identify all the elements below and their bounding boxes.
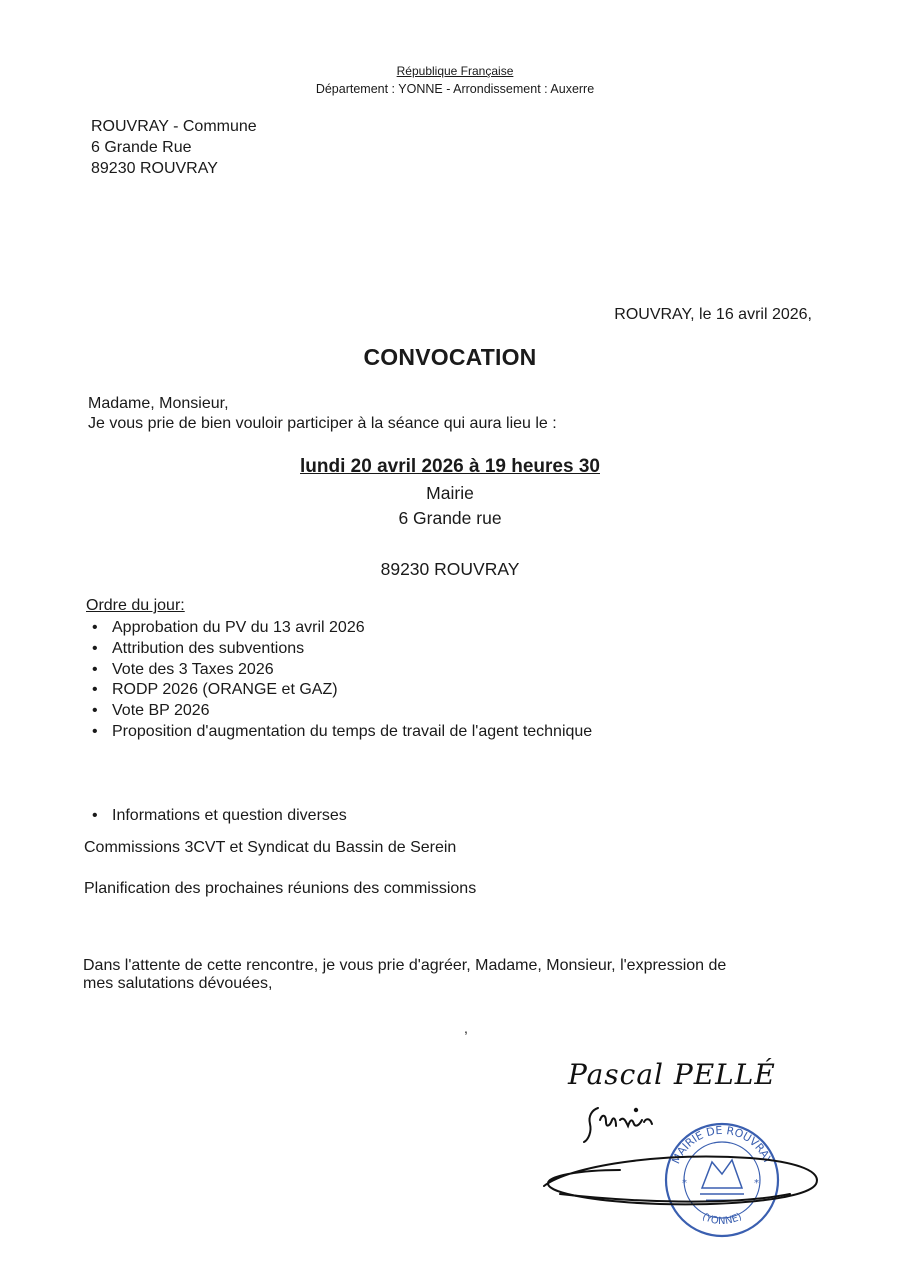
letter-date: ROUVRAY, le 16 avril 2026, bbox=[614, 306, 812, 323]
agenda-title: Ordre du jour: bbox=[86, 597, 185, 614]
agenda-item: • Vote BP 2026 bbox=[90, 701, 592, 722]
sender-name: ROUVRAY - Commune bbox=[91, 118, 257, 135]
agenda-item: • Approbation du PV du 13 avril 2026 bbox=[90, 618, 592, 639]
stray-comma: , bbox=[464, 1020, 468, 1036]
sender-city: 89230 ROUVRAY bbox=[91, 160, 218, 177]
invitation-text: Je vous prie de bien vouloir participer à la séance qui aura lieu le : bbox=[88, 415, 557, 432]
salutation: Madame, Monsieur, bbox=[88, 395, 229, 412]
agenda-item: • Attribution des subventions bbox=[90, 639, 592, 660]
agenda-item: • RODP 2026 (ORANGE et GAZ) bbox=[90, 680, 592, 701]
svg-text:*: * bbox=[754, 1178, 759, 1189]
closing-line-1: Dans l'attente de cette rencontre, je vous prie d'agréer, Madame, Monsieur, l'expression de bbox=[83, 957, 727, 974]
stamp bbox=[666, 1124, 778, 1236]
agenda-list bbox=[90, 618, 592, 743]
header-department: Département : YONNE - Arrondissement : Auxerre bbox=[315, 82, 595, 96]
agenda-item-info: • Informations et question diverses bbox=[90, 807, 347, 825]
agenda-planning: Planification des prochaines réunions des commissions bbox=[84, 880, 477, 897]
closing-line-2: mes salutations dévouées, bbox=[83, 975, 273, 992]
signature-role-handwriting bbox=[584, 1108, 652, 1142]
page-title: CONVOCATION bbox=[363, 344, 537, 370]
agenda-commissions: Commissions 3CVT et Syndicat du Bassin de Serein bbox=[84, 839, 457, 856]
meeting-datetime: lundi 20 avril 2026 à 19 heures 30 bbox=[300, 456, 600, 477]
agenda-item: • Vote des 3 Taxes 2026 bbox=[90, 660, 592, 681]
stamp-top-text: MAIRIE DE ROUVRAY bbox=[669, 1123, 775, 1166]
signature-and-stamp bbox=[540, 1090, 830, 1250]
signature-name: Pascal PELLÉ bbox=[568, 1058, 776, 1091]
meeting-city: 89230 ROUVRAY bbox=[380, 559, 520, 579]
stamp-bottom-text: (YONNE) bbox=[700, 1211, 744, 1228]
sender-street: 6 Grande Rue bbox=[91, 139, 192, 156]
header-country: République Française bbox=[396, 64, 514, 78]
meeting-place: Mairie bbox=[426, 483, 474, 503]
svg-text:*: * bbox=[682, 1178, 687, 1189]
meeting-street: 6 Grande rue bbox=[398, 508, 502, 528]
agenda-item: • Proposition d'augmentation du temps de travail de l'agent technique bbox=[90, 722, 592, 743]
